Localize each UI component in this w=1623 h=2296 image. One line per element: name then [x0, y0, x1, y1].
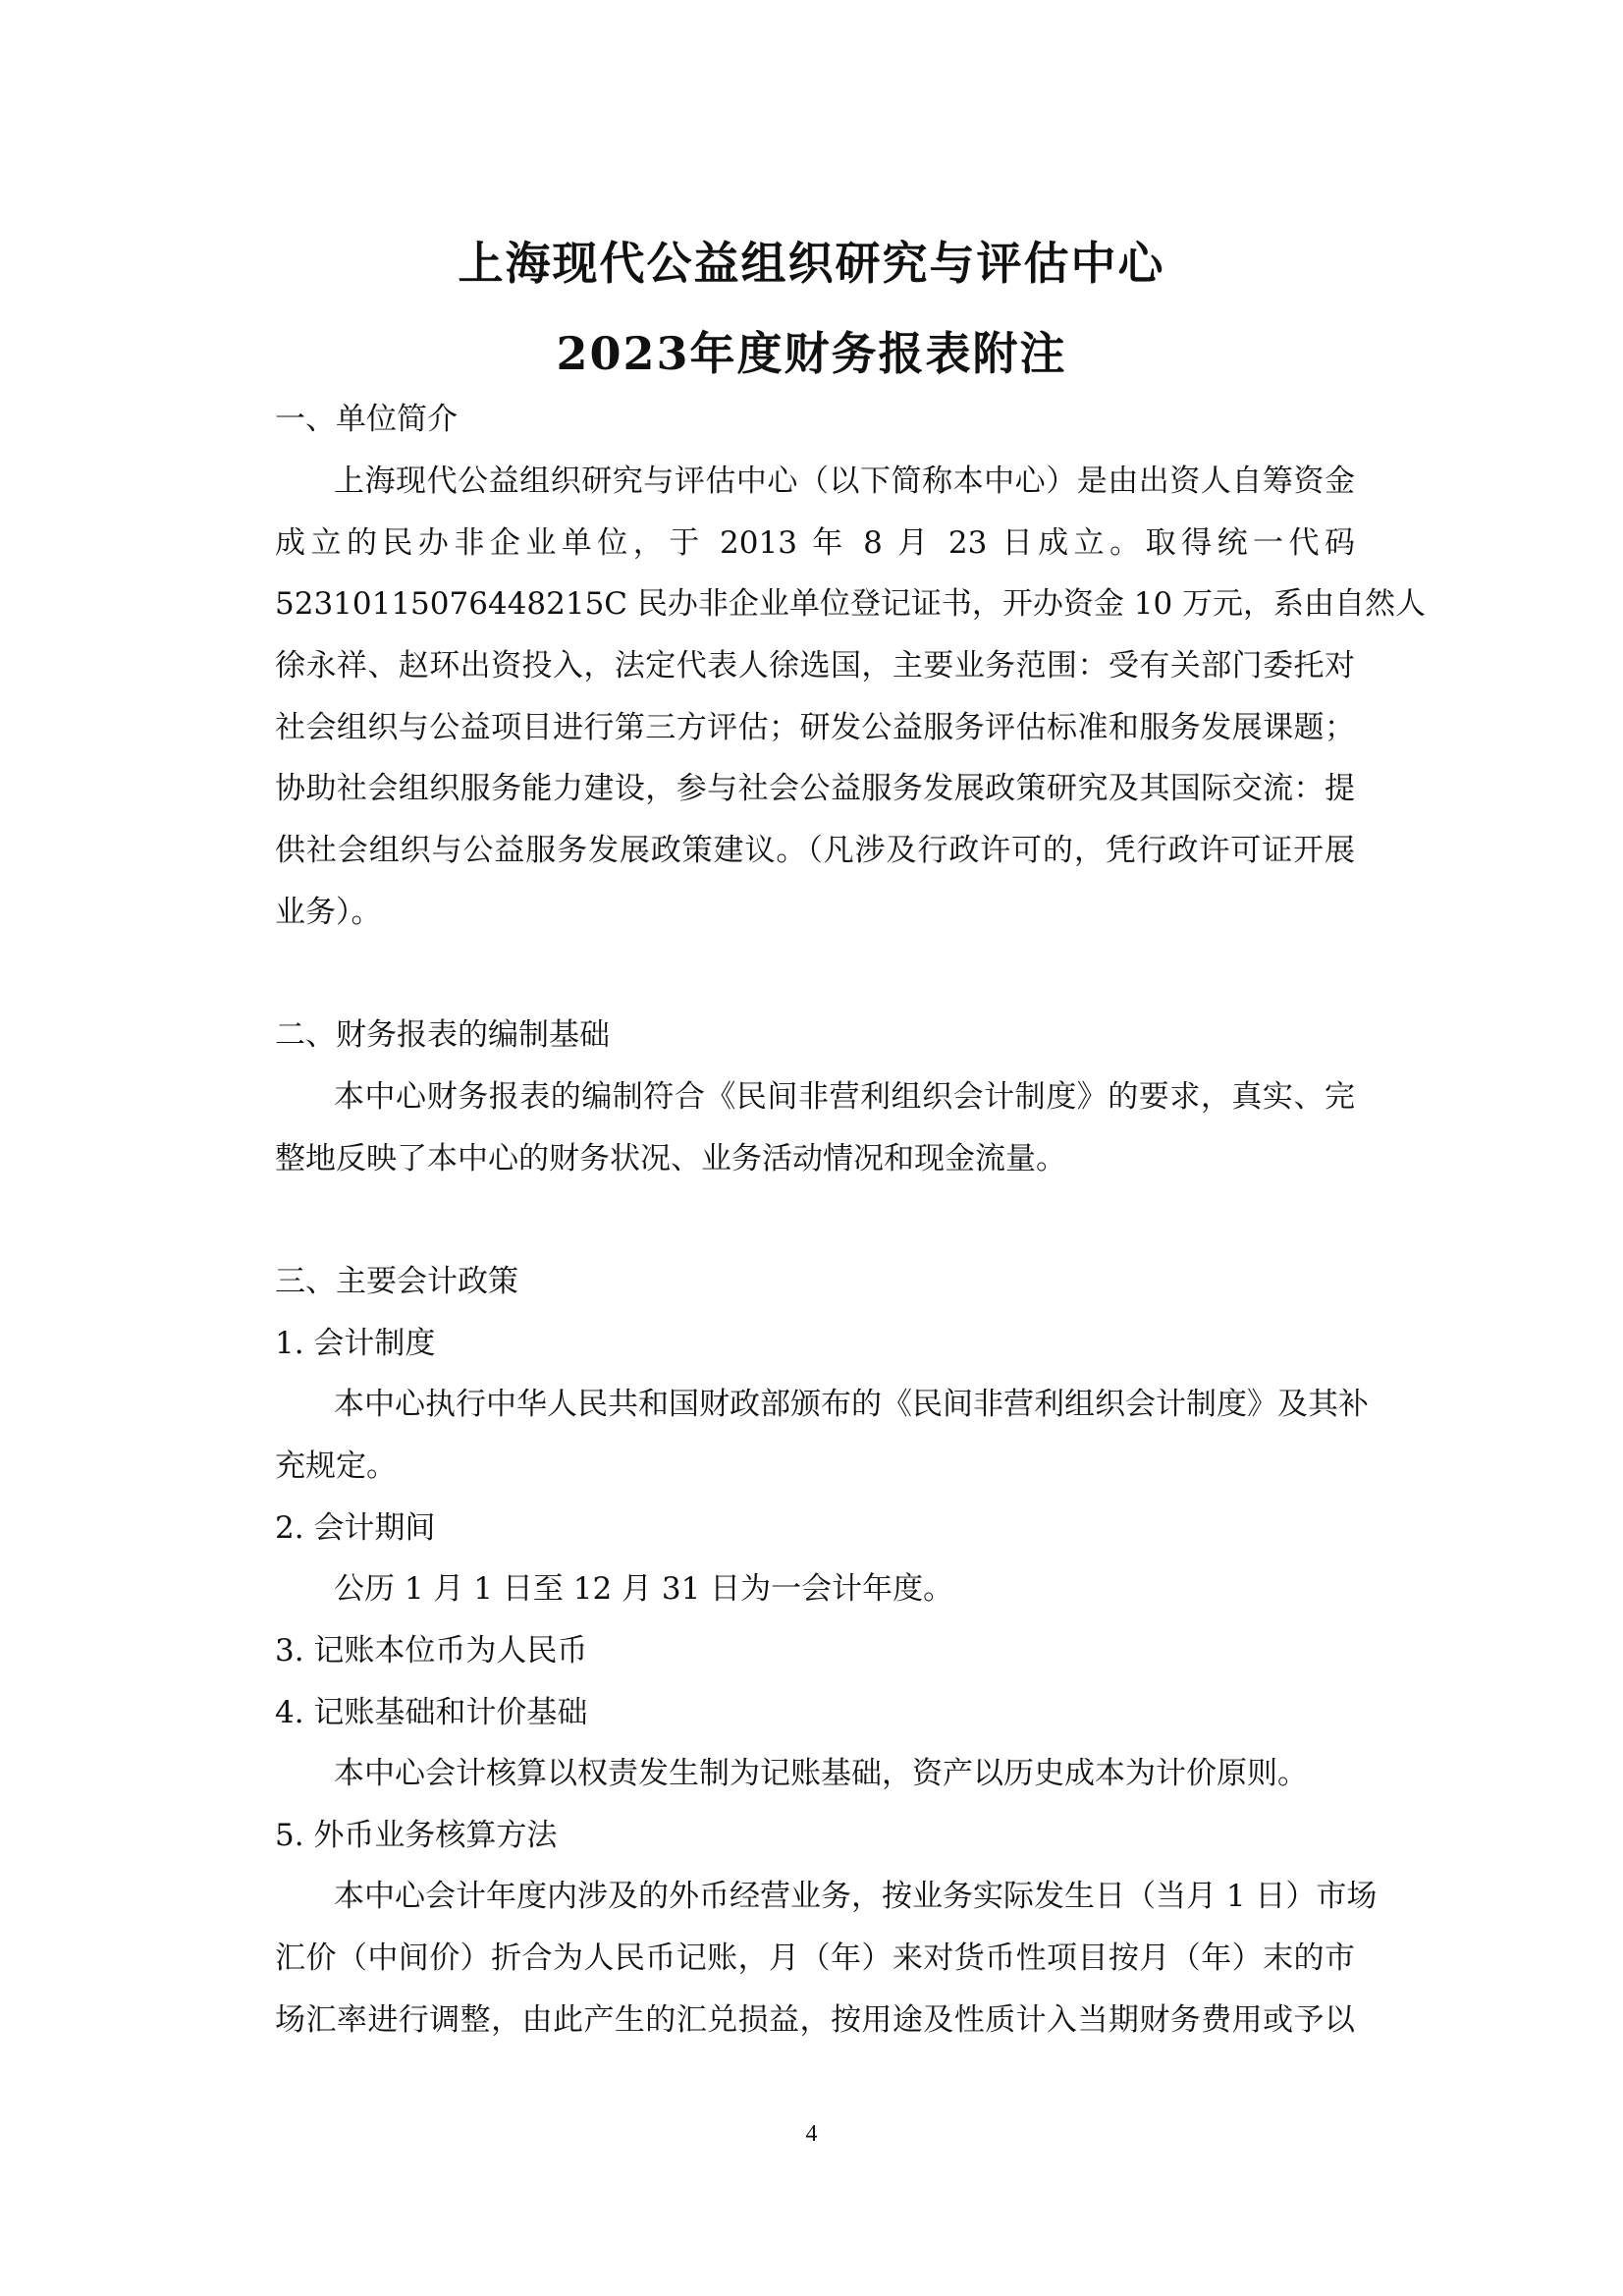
- paragraph-line: 充规定。: [275, 1449, 397, 1484]
- paragraph-line: 汇价（中间价）折合为人民币记账，月（年）来对货币性项目按月（年）末的市: [275, 1941, 1355, 1976]
- title-line-1: 上海现代公益组织研究与评估中心: [458, 237, 1165, 290]
- paragraph-line: 整地反映了本中心的财务状况、业务活动情况和现金流量。: [275, 1141, 1066, 1176]
- paragraph-line: 本中心财务报表的编制符合《民间非营利组织会计制度》的要求，真实、完: [334, 1079, 1355, 1115]
- section-3-heading: 三、主要会计政策: [275, 1264, 518, 1299]
- paragraph-line: 协助社会组织服务能力建设，参与社会公益服务发展政策研究及其国际交流：提: [275, 771, 1355, 806]
- subsection-heading: 2. 会计期间: [275, 1510, 436, 1546]
- subsection-heading: 1. 会计制度: [275, 1326, 436, 1361]
- paragraph-line: 社会组织与公益项目进行第三方评估；研发公益服务评估标准和服务发展课题；: [275, 710, 1355, 745]
- section-2-heading: 二、财务报表的编制基础: [275, 1017, 610, 1053]
- paragraph-line: 本中心会计核算以权责发生制为记账基础，资产以历史成本为计价原则。: [334, 1756, 1308, 1791]
- subsection-heading: 4. 记账基础和计价基础: [275, 1695, 588, 1730]
- section-1-heading: 一、单位简介: [275, 402, 458, 437]
- paragraph-line: 公历 1 月 1 日至 12 月 31 日为一会计年度。: [334, 1571, 954, 1607]
- paragraph-line: 本中心执行中华人民共和国财政部颁布的《民间非营利组织会计制度》及其补: [334, 1387, 1369, 1422]
- paragraph-line: 业务）。: [275, 895, 382, 930]
- title-line-2: 2023年度财务报表附注: [556, 327, 1067, 380]
- paragraph-line: 供社会组织与公益服务发展政策建议。（凡涉及行政许可的，凭行政许可证开展: [275, 833, 1355, 868]
- paragraph-line: 本中心会计年度内涉及的外币经营业务，按业务实际发生日（当月 1 日）市场: [334, 1879, 1378, 1914]
- page-number: 4: [805, 2121, 818, 2147]
- paragraph-line: 52310115076448215C 民办非企业单位登记证书，开办资金 10 万元，系由自然人: [275, 586, 1427, 622]
- paragraph-line: 场汇率进行调整，由此产生的汇兑损益，按用途及性质计入当期财务费用或予以: [275, 2002, 1355, 2038]
- subsection-heading: 3. 记账本位币为人民币: [275, 1633, 588, 1668]
- paragraph-line: 成立的民办非企业单位，于 2013 年 8 月 23 日成立。取得统一代码: [275, 525, 1355, 561]
- paragraph-line: 上海现代公益组织研究与评估中心（以下简称本中心）是由出资人自筹资金: [334, 464, 1355, 499]
- subsection-heading: 5. 外币业务核算方法: [275, 1818, 558, 1853]
- paragraph-line: 徐永祥、赵环出资投入，法定代表人徐选国，主要业务范围：受有关部门委托对: [275, 648, 1355, 683]
